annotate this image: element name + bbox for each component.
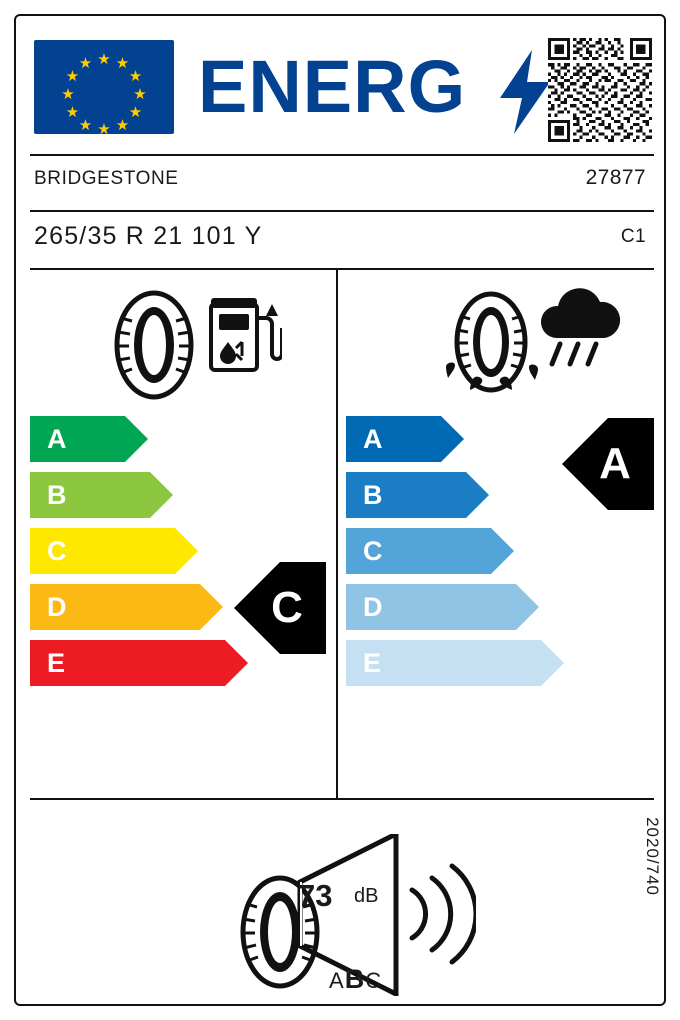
grade-letter: C (363, 535, 383, 566)
grade-letter: A (363, 423, 383, 454)
regulation-code: 2020/740 (643, 817, 662, 896)
noise-class-a: A (329, 968, 345, 993)
grade-letter: E (47, 647, 66, 678)
grade-row (346, 528, 654, 574)
grade-row (346, 584, 654, 630)
noise-class-b: B (344, 964, 366, 994)
fuel-pump-icon (206, 292, 282, 378)
grade-letter: B (47, 479, 67, 510)
divider-noise (30, 798, 654, 800)
fuel-rating-letter: C (271, 583, 303, 632)
rain-cloud-icon (532, 288, 628, 374)
lightning-bolt-icon (498, 50, 552, 134)
label-header (16, 16, 664, 154)
grade-row (30, 416, 330, 462)
energy-label-card (14, 14, 666, 1006)
grade-letter: C (47, 535, 67, 566)
wet-rating-letter: A (599, 439, 631, 488)
wet-pictograms (346, 284, 654, 416)
noise-value: 73 (298, 878, 333, 913)
wet-rating-badge (562, 418, 654, 510)
column-divider (336, 268, 338, 798)
qr-code-icon (548, 38, 652, 142)
eu-flag-icon: ★ ★ ★ ★ ★ ★ ★ ★ ★ ★ ★ ★ (34, 40, 174, 134)
grade-letter: D (47, 591, 67, 622)
noise-class-c: C (365, 968, 383, 993)
brand-name: BRIDGESTONE (34, 168, 179, 189)
divider-size (30, 268, 654, 270)
tyre-size: 265/35 R 21 101 Y (34, 222, 263, 250)
type-code: 27877 (585, 166, 646, 189)
fuel-pictograms (30, 284, 330, 416)
grade-letter: D (363, 591, 383, 622)
grade-letter: B (363, 479, 383, 510)
grade-row (346, 640, 654, 686)
divider-header (30, 154, 654, 156)
tyre-class: C1 (620, 226, 646, 247)
noise-class-scale (329, 964, 382, 995)
fuel-rating-badge (234, 562, 326, 654)
tyre-icon (104, 290, 204, 400)
page-title: ENERG (198, 45, 467, 128)
divider-brand (30, 210, 654, 212)
noise-unit: dB (354, 885, 379, 907)
grade-letter: A (47, 423, 67, 454)
grade-row (30, 472, 330, 518)
grade-letter: E (363, 647, 382, 678)
